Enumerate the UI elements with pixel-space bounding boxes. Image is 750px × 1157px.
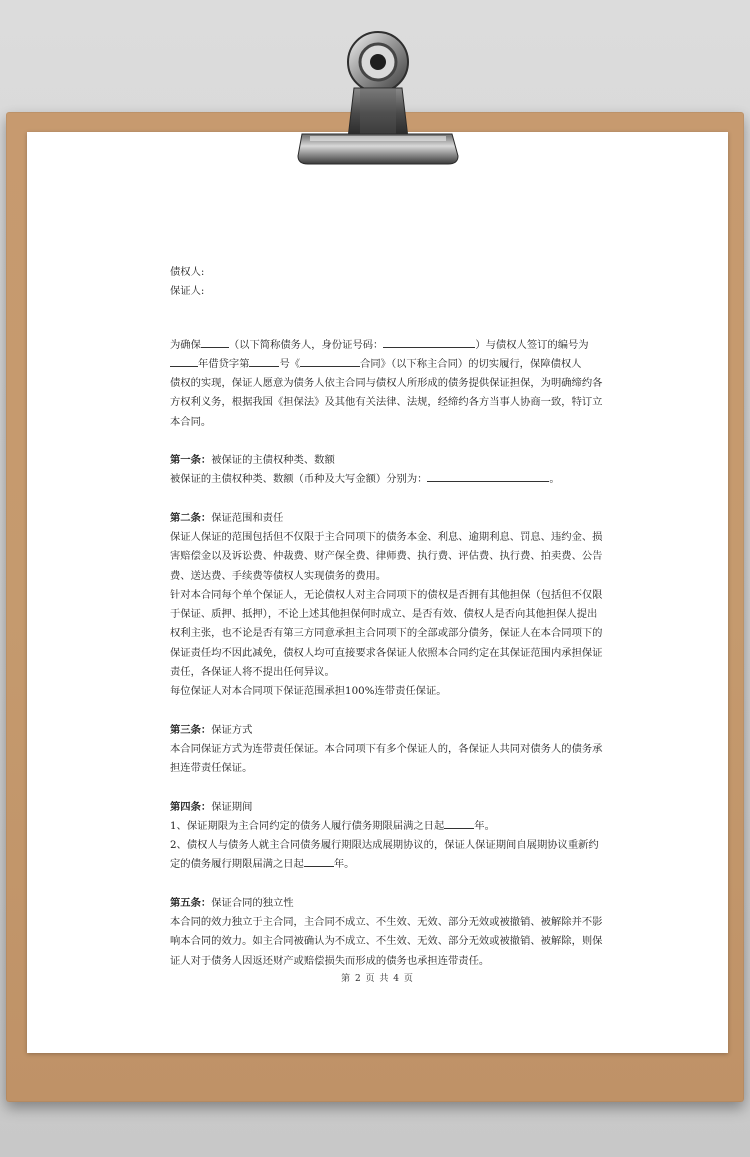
article-2-line: 权利主张，也不论是否有第三方同意承担主合同项下的全部或部分债务，保证人在本合同项下的 xyxy=(170,627,603,640)
intro-line-3: 债权的实现，保证人愿意为债务人依主合同与债权人所形成的债务提供保证担保，为明确缔约各 xyxy=(170,377,603,390)
loan-number-blank xyxy=(249,355,279,367)
article-2-heading: 第二条：保证范围和责任 xyxy=(170,511,284,524)
contract-body xyxy=(170,263,603,971)
creditor-label: 债权人: xyxy=(170,266,205,278)
article-5-line: 响本合同的效力。如主合同被确认为不成立、不生效、无效、部分无效或被撤销、被解除，则保 xyxy=(170,935,603,948)
article-2-line: 针对本合同每个单个保证人，无论债权人对主合同项下的债权是否拥有其他担保（包括但不仅限 xyxy=(170,588,603,601)
intro-line-1: 为确保 （以下简称债务人，身份证号码： ）与债权人签订的编号为 xyxy=(170,336,590,355)
article-1-heading: 第一条：被保证的主债权种类、数额 xyxy=(170,454,335,467)
intro-line-4: 方权利义务，根据我国《担保法》及其他有关法律、法规，经缔约各方当事人协商一致，特订立 xyxy=(170,396,603,409)
intro-line-2: 年借贷字第 号《 合同》（以下称主合同）的切实履行，保障债权人 xyxy=(170,355,590,374)
article-2-line: 于保证、质押、抵押），不论上述其他担保何时成立、是否有效、债权人是否向其他担保人提出 xyxy=(170,608,598,621)
article-2-line: 保证责任均不因此减免，债权人均可直接要求各保证人依照本合同约定在其保证范围内承担保证 xyxy=(170,646,603,659)
contract-name-blank xyxy=(300,355,360,367)
article-2-line: 害赔偿金以及诉讼费、仲裁费、财产保全费、律师费、执行费、评估费、执行费、拍卖费、公告 xyxy=(170,550,603,563)
amount-blank xyxy=(427,470,549,482)
year-blank xyxy=(170,355,198,367)
article-4-line-3: 定的债务履行期限届满之日起 年。 xyxy=(170,855,590,874)
article-5-heading: 第五条：保证合同的独立性 xyxy=(170,896,294,909)
article-4-line-2: 2、债权人与债务人就主合同债务履行期限达成展期协议的，保证人保证期间自展期协议重新约 xyxy=(170,839,599,852)
article-3-heading: 第三条：保证方式 xyxy=(170,723,253,736)
article-2-line: 保证人保证的范围包括但不仅限于主合同项下的债务本金、利息、逾期利息、罚息、违约金、损 xyxy=(170,530,603,543)
id-number-blank xyxy=(383,336,475,348)
guarantee-years-blank xyxy=(444,817,474,829)
article-3-line: 本合同保证方式为连带责任保证。本合同项下有多个保证人的，各保证人共同对债务人的债务承 xyxy=(170,742,603,755)
intro-line-5: 本合同。 xyxy=(170,415,212,428)
guarantor-label: 保证人: xyxy=(170,285,205,298)
article-3-line: 担连带责任保证。 xyxy=(170,762,253,775)
binder-clip-icon xyxy=(288,18,464,172)
page-number: 第 2 页 共 4 页 xyxy=(341,974,414,984)
article-2-line: 责任，各保证人将不提出任何异议。 xyxy=(170,666,335,679)
article-1-body: 被保证的主债权种类、数额（币种及大写金额）分别为： 。 xyxy=(170,470,590,489)
article-4-heading: 第四条：保证期间 xyxy=(170,800,253,813)
debtor-blank xyxy=(201,336,229,348)
article-5-line: 证人对于债务人因返还财产或赔偿损失而形成的债务也承担连带责任。 xyxy=(170,954,490,967)
article-4-line-1: 1、保证期限为主合同约定的债务人履行债务期限届满之日起 年。 xyxy=(170,817,590,836)
extension-years-blank xyxy=(304,855,334,867)
article-5-line: 本合同的效力独立于主合同，主合同不成立、不生效、无效、部分无效或被撤销、被解除并不影 xyxy=(170,916,603,929)
article-2-line: 费、送达费、手续费等债权人实现债务的费用。 xyxy=(170,569,387,582)
article-2-line: 每位保证人对本合同项下保证范围承担100%连带责任保证。 xyxy=(170,685,447,698)
